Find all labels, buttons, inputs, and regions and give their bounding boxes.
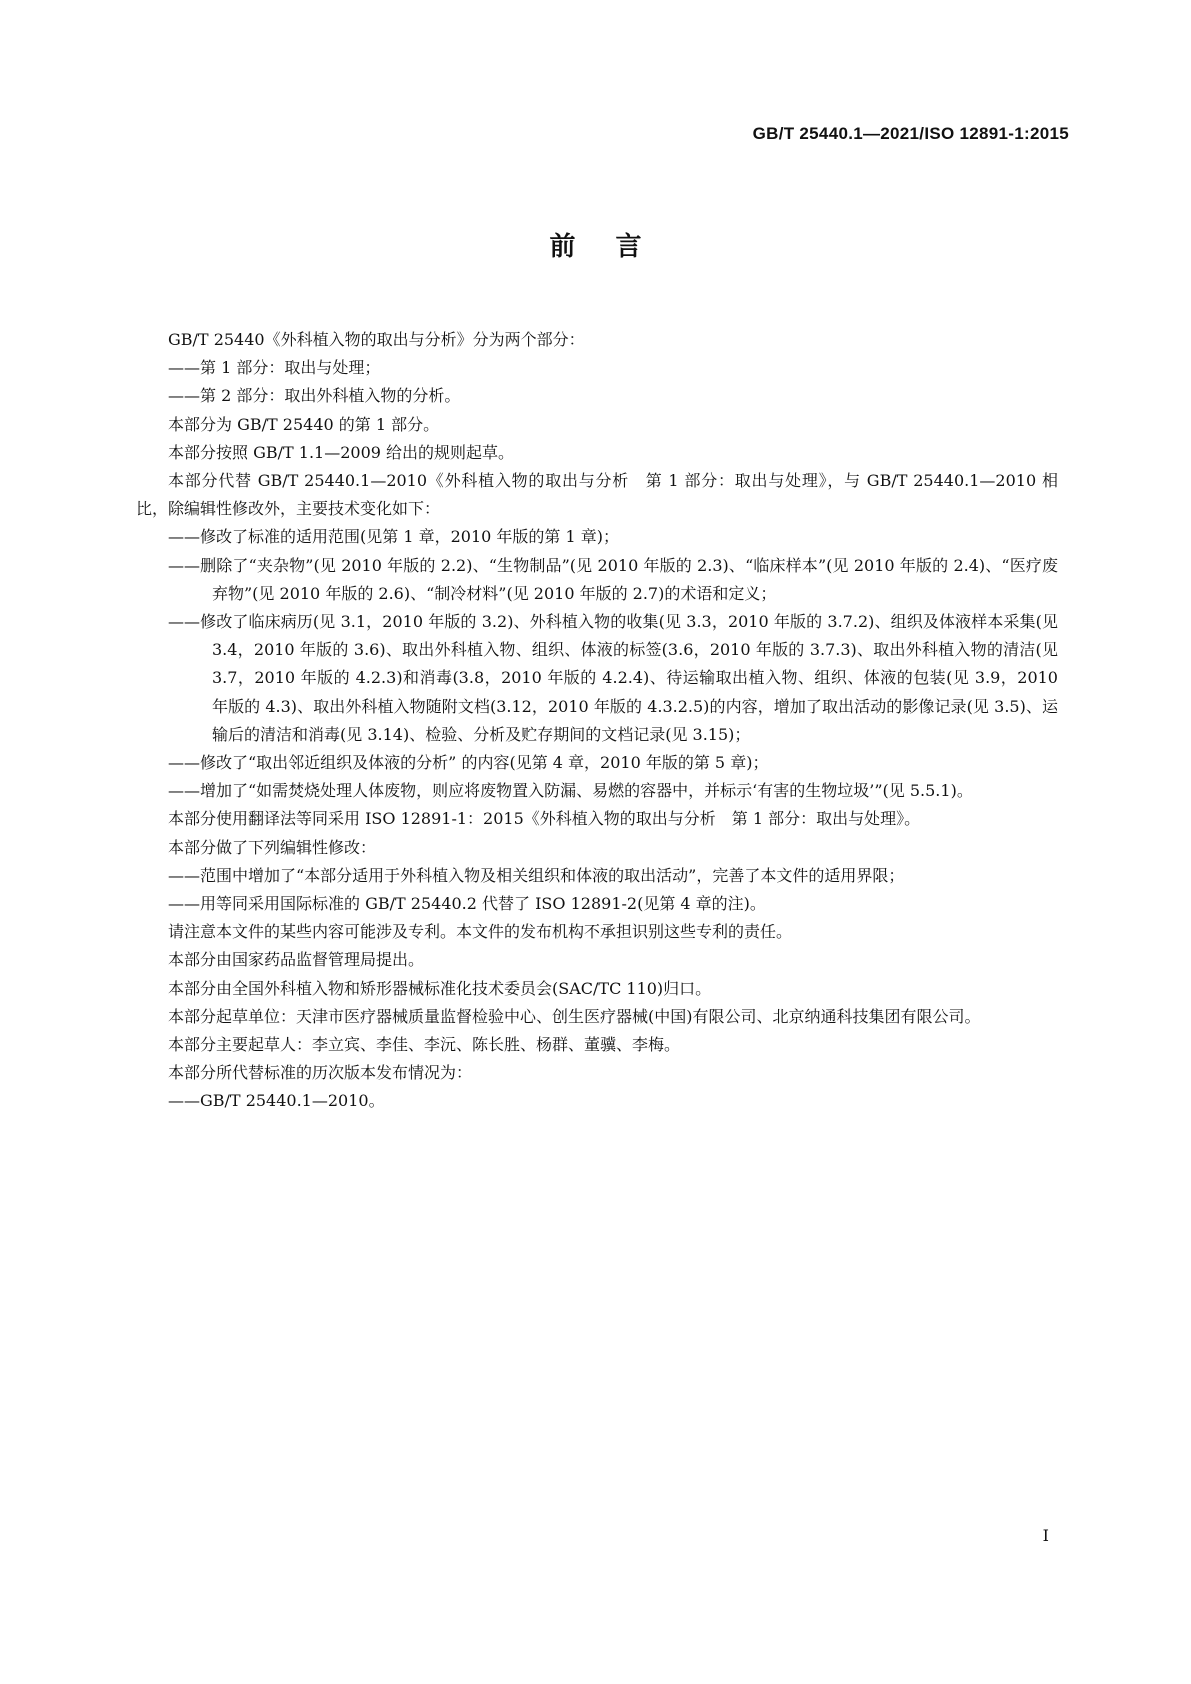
standard-code-header: GB/T 25440.1—2021/ISO 12891-1:2015	[752, 124, 1069, 143]
paragraph: 本部分为 GB/T 25440 的第 1 部分。	[168, 414, 440, 434]
paragraph: 本部分所代替标准的历次版本发布情况为：	[168, 1063, 473, 1083]
paragraph: 本部分按照 GB/T 1.1—2009 给出的规则起草。	[168, 442, 515, 462]
paragraph: 本部分起草单位：天津市医疗器械质量监督检验中心、创生医疗器械(中国)有限公司、北京纳通科技集团有限公司。	[168, 1006, 981, 1026]
page-number: I	[1042, 1526, 1049, 1545]
paragraph: 请注意本文件的某些内容可能涉及专利。本文件的发布机构不承担识别这些专利的责任。	[168, 922, 793, 942]
paragraph: 本部分主要起草人：李立宾、李佳、李沅、陈长胜、杨群、董骥、李梅。	[168, 1035, 681, 1055]
list-item: ——修改了“取出邻近组织及体液的分析” 的内容(见第 4 章，2010 年版的第 5 章)；	[168, 753, 769, 773]
list-item: ——增加了“如需焚烧处理人体废物，则应将废物置入防漏、易燃的容器中，并标示‘有害的生物垃圾’”(见 5.5.1)。	[168, 781, 973, 801]
paragraph: 本部分使用翻译法等同采用 ISO 12891-1：2015《外科植入物的取出与分析 第 1 部分：取出与处理》。	[168, 809, 921, 829]
paragraph: 本部分由国家药品监督管理局提出。	[168, 950, 425, 970]
paragraph: GB/T 25440《外科植入物的取出与分析》分为两个部分：	[168, 330, 585, 349]
list-item: ——第 2 部分：取出外科植入物的分析。	[168, 386, 461, 406]
list-item: ——范围中增加了“本部分适用于外科植入物及相关组织和体液的取出活动”，完善了本文件的适用界限；	[168, 865, 905, 885]
list-item: ——修改了标准的适用范围(见第 1 章，2010 年版的第 1 章)；	[168, 527, 619, 547]
list-item: ——用等同采用国际标准的 GB/T 25440.2 代替了 ISO 12891-2(见第 4 章的注)。	[168, 894, 766, 914]
list-item: ——修改了临床病历(见 3.1，2010 年版的 3.2)、外科植入物的收集(见 3.3，2010 年版的 3.7.2)、组织及体液样本采集(见 3.4，2010 年版的 3.6)、取出外科植入物、组织、体液的标签(3.6，2010 年版的 3.7.3)、取出外科植入物的清洁(见 3.7，2010 年版的 4.2.3)和消毒(3.8，2010 年版的 4.2.4)、待运输取出植入物、组织、体液的包装(见 3.9，2010 年版的 4.3)、取出外科植入物随附文档(3.12，2010 年版的 4.3.2.5)的内容，增加了取出活动的影像记录(见 3.5)、运输后的清洁和消毒(见 3.14)、检验、分析及贮存期间的文档记录(见 3.15)；	[168, 612, 1058, 744]
paragraph: 本部分由全国外科植入物和矫形器械标准化技术委员会(SAC/TC 110)归口。	[168, 978, 712, 998]
list-item: ——第 1 部分：取出与处理；	[168, 358, 381, 378]
paragraph: 本部分代替 GB/T 25440.1—2010《外科植入物的取出与分析 第 1 部分：取出与处理》，与 GB/T 25440.1—2010 相比，除编辑性修改外，主要技术变化如下：	[136, 471, 1058, 519]
list-item: ——GB/T 25440.1—2010。	[168, 1091, 385, 1111]
foreword-body	[136, 326, 1058, 1116]
list-item: ——删除了“夹杂物”(见 2010 年版的 2.2)、“生物制品”(见 2010 年版的 2.3)、“临床样本”(见 2010 年版的 2.4)、“医疗废弃物”(见 2010 年版的 2.6)、“制冷材料”(见 2010 年版的 2.7)的术语和定义；	[168, 555, 1058, 603]
page-title: 前言	[549, 232, 682, 262]
paragraph: 本部分做了下列编辑性修改：	[168, 837, 377, 857]
